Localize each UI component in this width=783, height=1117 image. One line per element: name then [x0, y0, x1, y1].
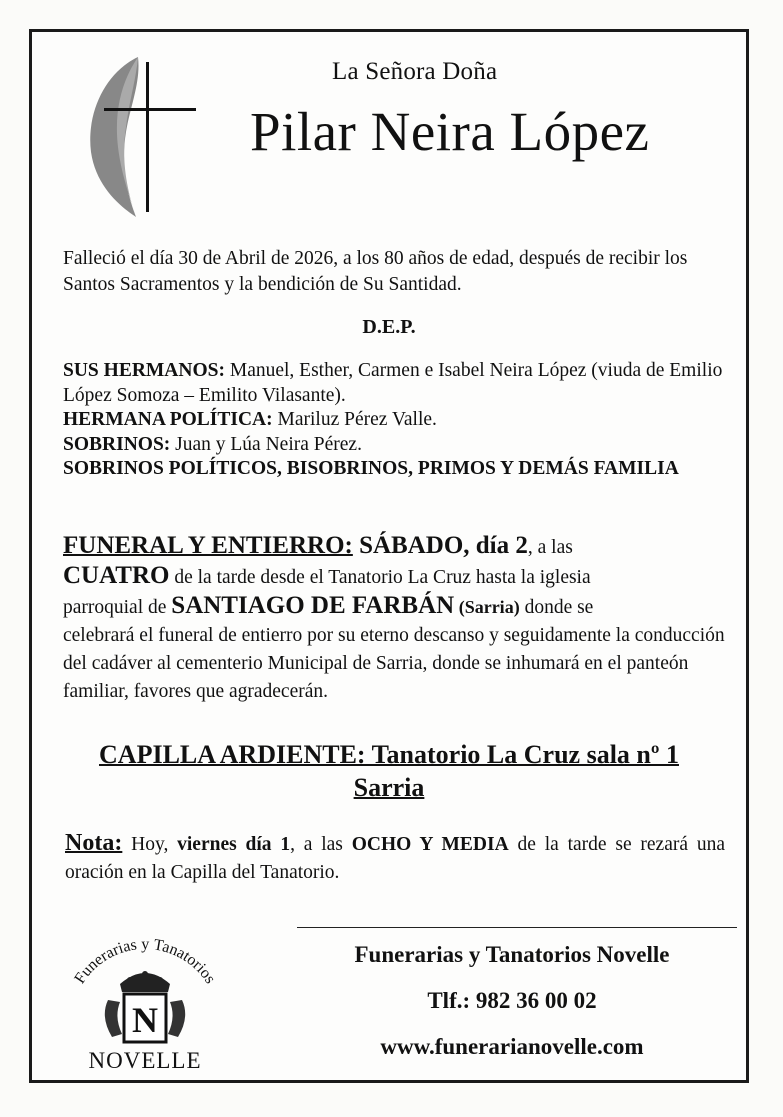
family-nephews: SOBRINOS: Juan y Lúa Neira Pérez. — [63, 433, 362, 455]
logo-arc-text: Funerarias y Tanatorios — [71, 935, 219, 987]
honorific: La Señora Doña — [332, 58, 498, 85]
family-others: SOBRINOS POLÍTICOS, BISOBRINOS, PRIMOS Y DEMÁS FAMILIA — [63, 458, 679, 479]
novelle-logo — [50, 922, 240, 1072]
logo-name: NOVELLE — [88, 1048, 202, 1072]
family-siblings: SUS HERMANOS: Manuel, Esther, Carmen e Isabel Neira López (viuda de Emilio López Somoza – Emilito Vilasante). — [63, 360, 723, 406]
chapel-info — [32, 738, 746, 804]
cross-flame-icon — [66, 52, 196, 222]
funeral-label: FUNERAL Y ENTIERRO: — [63, 532, 353, 559]
obituary-frame — [29, 29, 749, 1083]
funeral-church: SANTIAGO DE FARBÁN — [171, 592, 455, 619]
website[interactable]: www.funerarianovelle.com — [380, 1034, 644, 1059]
dep-text: D.E.P. — [362, 316, 416, 338]
funeral-details: FUNERAL Y ENTIERRO: SÁBADO, día 2, a las CUATRO de la tarde desde el Tanatorio La Cruz hasta la iglesia parroquial de SANTIAGO DE FARBÁN (Sarria) donde se celebrará el funeral de entierro por su eterno descanso y seguidamente la conducción del cadáver al cementerio Municipal de Sarria, donde se inhumará en el panteón familiar, favores que agradecerán. — [63, 532, 725, 702]
death-notice-text: Falleció el día 30 de Abril de 2026, a los 80 años de edad, después de recibir los Santos Sacramentos y la bendición de Su Santidad. — [63, 248, 688, 295]
note: Nota: Hoy, viernes día 1, a las OCHO Y MEDIA de la tarde se rezará una oración en la Capilla del Tanatorio. — [65, 830, 725, 883]
contact-block — [297, 940, 727, 1078]
funeral-day: SÁBADO, día 2 — [352, 532, 528, 559]
phone-number: Tlf.: 982 36 00 02 — [427, 988, 597, 1013]
chapel-line-1: CAPILLA ARDIENTE: Tanatorio La Cruz sala nº 1 — [99, 740, 679, 769]
company-name: Funerarias y Tanatorios Novelle — [354, 942, 670, 967]
note-label: Nota: — [65, 830, 123, 856]
divider — [297, 927, 737, 928]
family-list — [63, 359, 728, 482]
logo-letter: N — [132, 1000, 158, 1040]
deceased-name: Pilar Neira López — [250, 101, 650, 162]
chapel-line-2: Sarria — [353, 773, 425, 802]
family-sister-in-law: HERMANA POLÍTICA: Mariluz Pérez Valle. — [63, 409, 437, 430]
funeral-time: CUATRO — [63, 562, 170, 589]
